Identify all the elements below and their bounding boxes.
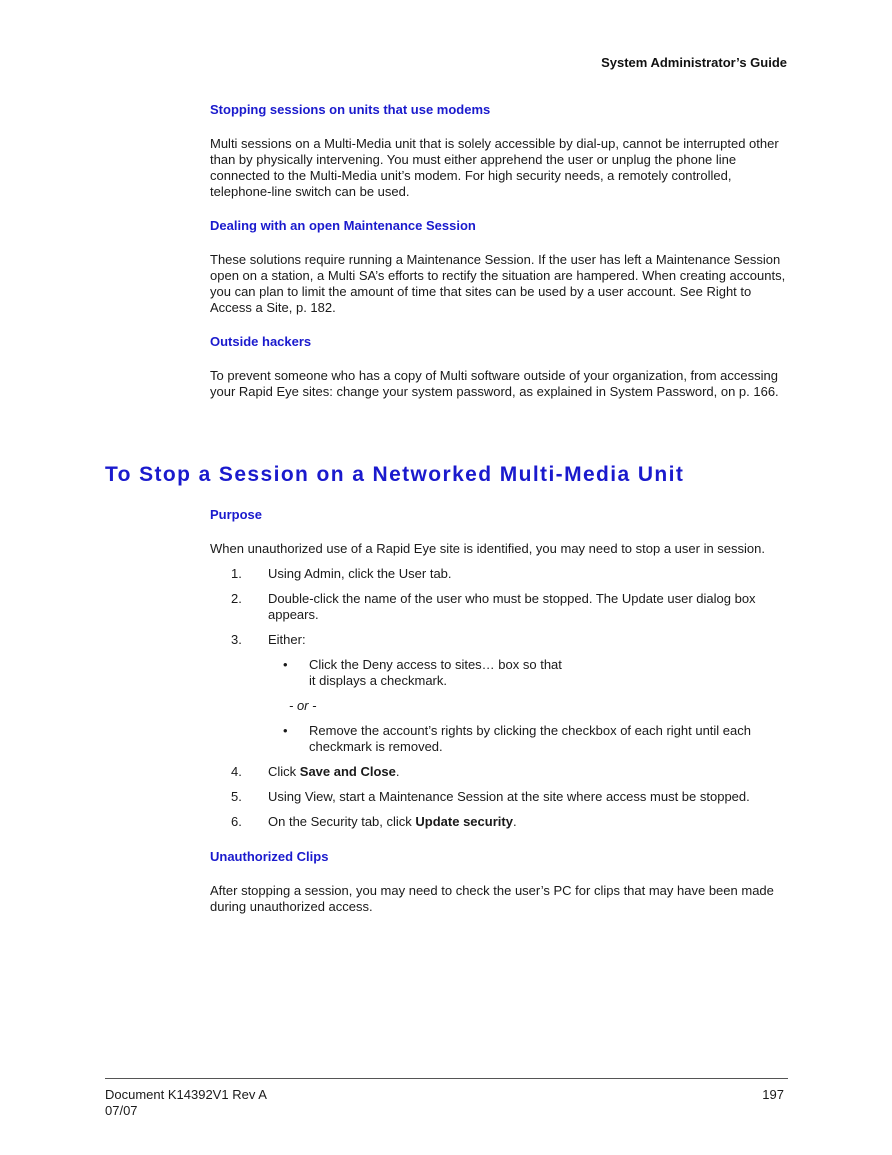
- bullet-text: Remove the account’s rights by clicking the checkbox of each right until each checkmark is removed.: [309, 723, 751, 754]
- footer-divider: [105, 1078, 788, 1079]
- procedure-content: [210, 507, 790, 933]
- step-text: Using View, start a Maintenance Session at the site where access must be stopped.: [268, 789, 750, 804]
- or-separator: - or -: [289, 698, 317, 713]
- step-text-bold: Update security: [415, 814, 513, 829]
- step-number: 2.: [231, 591, 242, 606]
- step-text: Double-click the name of the user who must be stopped. The Update user dialog box appears.: [268, 591, 756, 622]
- step-text-post: .: [512, 814, 517, 829]
- para-purpose: When unauthorized use of a Rapid Eye site is identified, you may need to stop a user in session.: [210, 541, 765, 556]
- bullet-text-line2: it displays a checkmark.: [309, 673, 447, 688]
- step-text-bold: Save and Close: [299, 764, 396, 779]
- step-number: 1.: [231, 566, 242, 581]
- para-modems: Multi sessions on a Multi-Media unit that is solely accessible by dial-up, cannot be interrupted other than by physically intervening. You must either apprehend the user or unplug the phone line connected to the Multi-Media unit’s modem. For high security needs, a remotely controlled, telephone-line switch can be used.: [210, 136, 779, 199]
- step-3: [210, 632, 790, 648]
- step-number: 6.: [231, 814, 242, 829]
- section-title: To Stop a Session on a Networked Multi-Media Unit: [105, 463, 685, 486]
- step-number: 4.: [231, 764, 242, 779]
- page-number: 197: [762, 1087, 784, 1102]
- step-1: [210, 566, 790, 582]
- bullet-icon: •: [283, 723, 288, 738]
- step-text: Using Admin, click the User tab.: [268, 566, 452, 581]
- footer-doc-id: Document K14392V1 Rev A: [105, 1087, 267, 1102]
- footer-left: [105, 1087, 267, 1119]
- running-header: System Administrator’s Guide: [601, 55, 787, 70]
- step-text-pre: On the Security tab, click: [268, 814, 416, 829]
- footer-date: 07/07: [105, 1103, 138, 1118]
- step-2: [210, 591, 790, 623]
- para-maintenance: These solutions require running a Maintenance Session. If the user has left a Maintenance Session open on a station, a Multi SA’s efforts to rectify the situation are hampered. When creating accounts, you can plan to limit the amount of time that sites can be used by a user account. See Right to Access a Site, p. 182.: [210, 252, 786, 315]
- bullet-deny-access: [210, 657, 790, 689]
- step-text: Either:: [268, 632, 306, 647]
- para-clips: After stopping a session, you may need to check the user’s PC for clips that may have been made during unauthorized access.: [210, 883, 774, 914]
- steps-list: [210, 566, 790, 830]
- subhead-modems: Stopping sessions on units that use modems: [210, 102, 491, 117]
- intro-content: [210, 102, 790, 418]
- bullet-remove-rights: [210, 723, 790, 755]
- step-text-post: .: [395, 764, 400, 779]
- subhead-hackers: Outside hackers: [210, 334, 312, 349]
- step-5: [210, 789, 790, 805]
- bullet-icon: •: [283, 657, 288, 672]
- step-number: 3.: [231, 632, 242, 647]
- subhead-maintenance: Dealing with an open Maintenance Session: [210, 218, 476, 233]
- step-6: [210, 814, 790, 830]
- step-text-pre: Click: [268, 764, 300, 779]
- step-4: [210, 764, 790, 780]
- bullet-text-line1: Click the Deny access to sites… box so that: [309, 657, 562, 672]
- subhead-clips: Unauthorized Clips: [210, 849, 329, 864]
- para-hackers: To prevent someone who has a copy of Multi software outside of your organization, from accessing your Rapid Eye sites: change your system password, as explained in System Password, on p. 166.: [210, 368, 779, 399]
- step-number: 5.: [231, 789, 242, 804]
- subhead-purpose: Purpose: [210, 507, 263, 522]
